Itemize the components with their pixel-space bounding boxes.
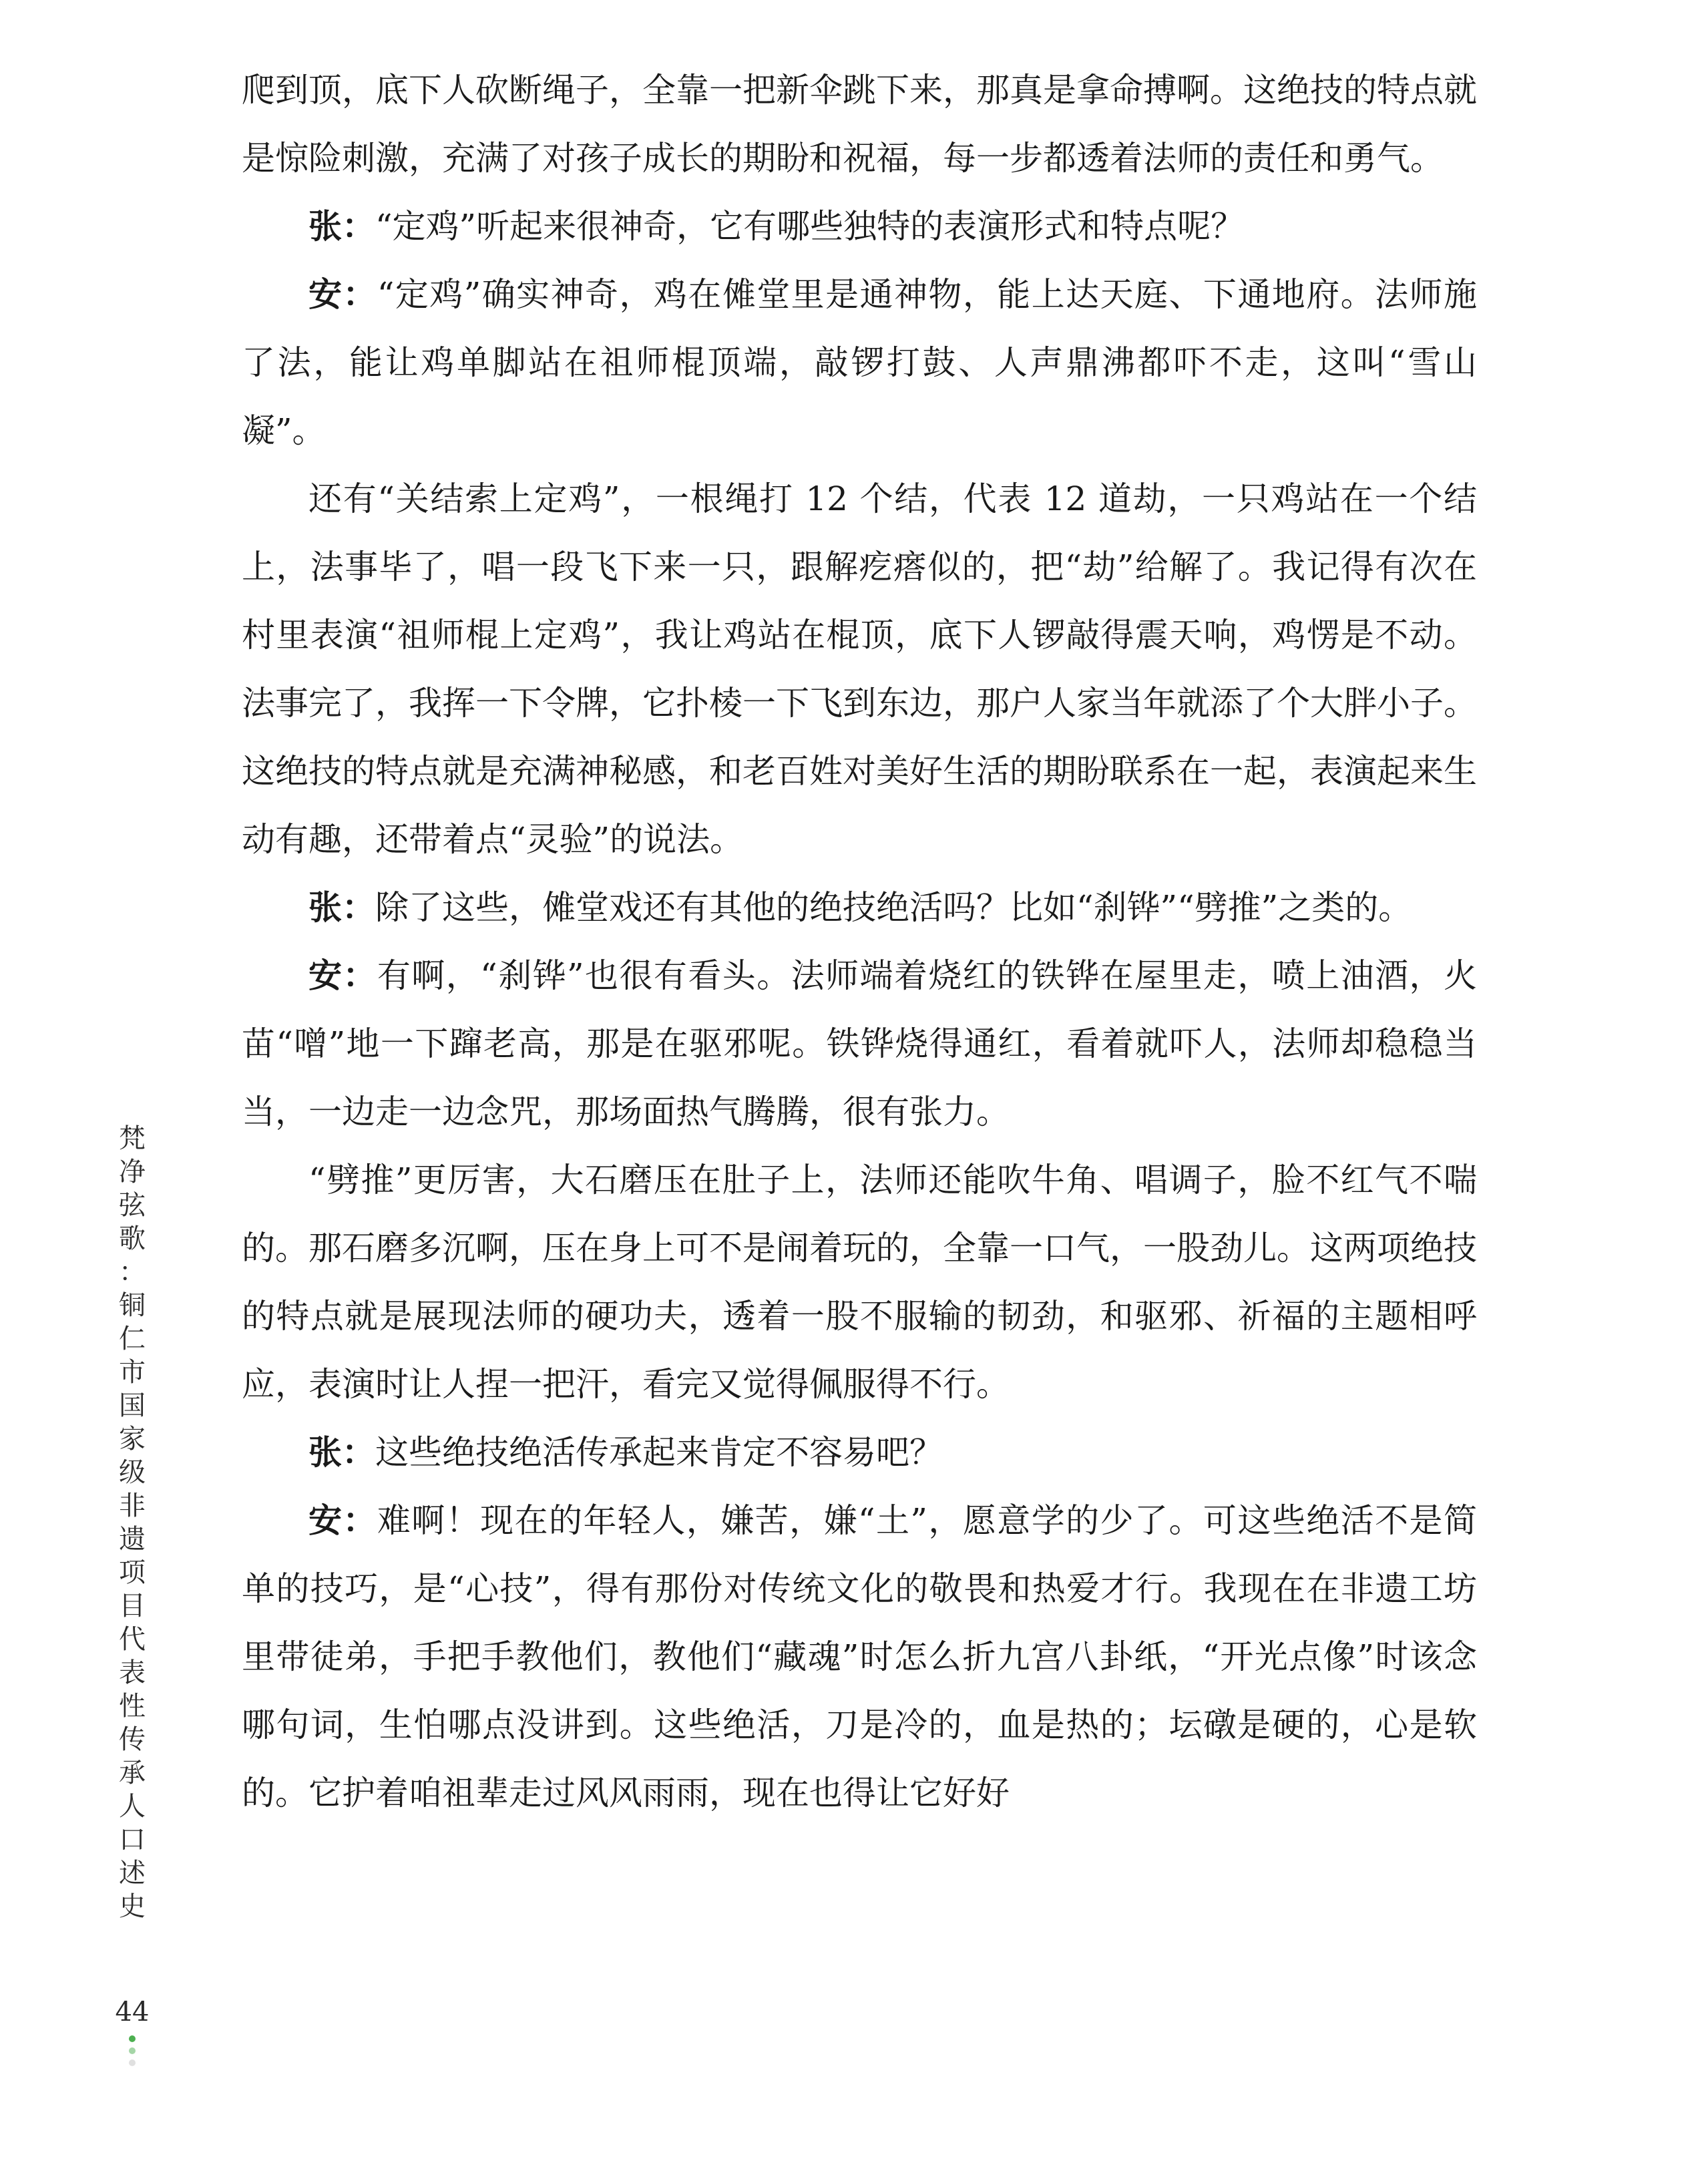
- paragraph-text: 除了这些，傩堂戏还有其他的绝技绝活吗？比如“刹铧”“劈推”之类的。: [375, 888, 1412, 927]
- running-title-char: 人: [119, 1791, 146, 1822]
- paragraph-text: 这些绝技绝活传承起来肯定不容易吧？: [375, 1433, 943, 1472]
- paragraph: [242, 1487, 1477, 1827]
- running-title-char: ：: [119, 1257, 146, 1287]
- paragraph-text: 难啊！现在的年轻人，嫌苦，嫌“土”，愿意学的少了。可这些绝活不是简单的技巧，是“心技”，得有那份对传统文化的敬畏和热爱才行。我现在在非遗工坊里带徒弟，手把手教他们，教他们“藏魂”时怎么折九宫八卦纸，“开光点像”时该念哪句词，生怕哪点没讲到。这些绝活，刀是冷的，血是热的；坛礅是硬的，心是软的。它护着咱祖辈走过风风雨雨，现在也得让它好好: [242, 1501, 1477, 1812]
- running-title-char: 表: [119, 1657, 146, 1688]
- running-title-char: 口: [119, 1824, 146, 1855]
- ornament-dot: [129, 2059, 136, 2066]
- running-title-char: 国: [119, 1390, 146, 1421]
- paragraph-text: “劈推”更厉害，大石磨压在肚子上，法师还能吹牛角、唱调子，脸不红气不喘的。那石磨多沉啊，压在身上可不是闹着玩的，全靠一口气，一股劲儿。这两项绝技的特点就是展现法师的硬功夫，透着一股不服输的韧劲，和驱邪、祈福的主题相呼应，表演时让人捏一把汗，看完又觉得佩服得不行。: [242, 1161, 1477, 1404]
- ornament-dot: [129, 2047, 136, 2054]
- ornament-dot: [129, 2035, 136, 2042]
- speaker-label: 安：: [308, 275, 377, 314]
- speaker-label: 安：: [308, 956, 377, 995]
- speaker-label: 张：: [308, 207, 375, 246]
- running-title-char: 史: [119, 1891, 146, 1922]
- running-title-char: 歌: [119, 1223, 146, 1254]
- running-title-char: 遗: [119, 1524, 146, 1555]
- paragraph: [242, 942, 1477, 1146]
- paragraph: [242, 465, 1477, 873]
- running-title-char: 铜: [119, 1290, 146, 1321]
- speaker-label: 安：: [308, 1501, 377, 1540]
- paragraph: [242, 1146, 1477, 1418]
- page-ornament: [128, 2035, 137, 2071]
- running-title-char: 传: [119, 1724, 146, 1755]
- running-title-char: 非: [119, 1491, 146, 1521]
- running-title-char: 述: [119, 1858, 146, 1889]
- running-title-char: 代: [119, 1624, 146, 1655]
- paragraph-text: “定鸡”确实神奇，鸡在傩堂里是通神物，能上达天庭、下通地府。法师施了法，能让鸡单脚站在祖师棍顶端，敲锣打鼓、人声鼎沸都吓不走，这叫“雪山凝”。: [242, 275, 1477, 450]
- running-title-char: 项: [119, 1557, 146, 1588]
- running-title-char: 净: [119, 1157, 146, 1187]
- running-title-char: 承: [119, 1758, 146, 1788]
- paragraph: [242, 56, 1477, 192]
- speaker-label: 张：: [308, 888, 375, 927]
- paragraph: [242, 1418, 1477, 1487]
- running-title-char: 家: [119, 1424, 146, 1454]
- paragraph-text: 爬到顶，底下人砍断绳子，全靠一把新伞跳下来，那真是拿命搏啊。这绝技的特点就是惊险刺激，充满了对孩子成长的期盼和祝福，每一步都透着法师的责任和勇气。: [242, 71, 1477, 178]
- paragraph: [242, 260, 1477, 465]
- paragraph-text: 还有“关结索上定鸡”，一根绳打 12 个结，代表 12 道劫，一只鸡站在一个结上，法事毕了，唱一段飞下来一只，跟解疙瘩似的，把“劫”给解了。我记得有次在村里表演“祖师棍上定鸡”，我让鸡站在棍顶，底下人锣敲得震天响，鸡愣是不动。法事完了，我挥一下令牌，它扑棱一下飞到东边，那户人家当年就添了个大胖小子。这绝技的特点就是充满神秘感，和老百姓对美好生活的期盼联系在一起，表演起来生动有趣，还带着点“灵验”的说法。: [242, 479, 1477, 859]
- running-title-char: 梵: [119, 1123, 146, 1154]
- paragraph-text: 有啊，“刹铧”也很有看头。法师端着烧红的铁铧在屋里走，喷上油酒，火苗“噌”地一下蹿老高，那是在驱邪呢。铁铧烧得通红，看着就吓人，法师却稳稳当当，一边走一边念咒，那场面热气腾腾，很有张力。: [242, 956, 1477, 1131]
- paragraph-text: “定鸡”听起来很神奇，它有哪些独特的表演形式和特点呢？: [375, 207, 1245, 246]
- page-body: [242, 56, 1477, 1827]
- paragraph: [242, 873, 1477, 942]
- page-number: 44: [115, 1997, 150, 2027]
- running-title-char: 仁: [119, 1324, 146, 1354]
- running-title-char: 目: [119, 1591, 146, 1621]
- running-title-char: 市: [119, 1357, 146, 1388]
- running-title: [112, 1122, 152, 1923]
- running-title-char: 弦: [119, 1190, 146, 1221]
- running-title-char: 性: [119, 1691, 146, 1722]
- speaker-label: 张：: [308, 1433, 375, 1472]
- running-title-char: 级: [119, 1457, 146, 1488]
- paragraph: [242, 192, 1477, 260]
